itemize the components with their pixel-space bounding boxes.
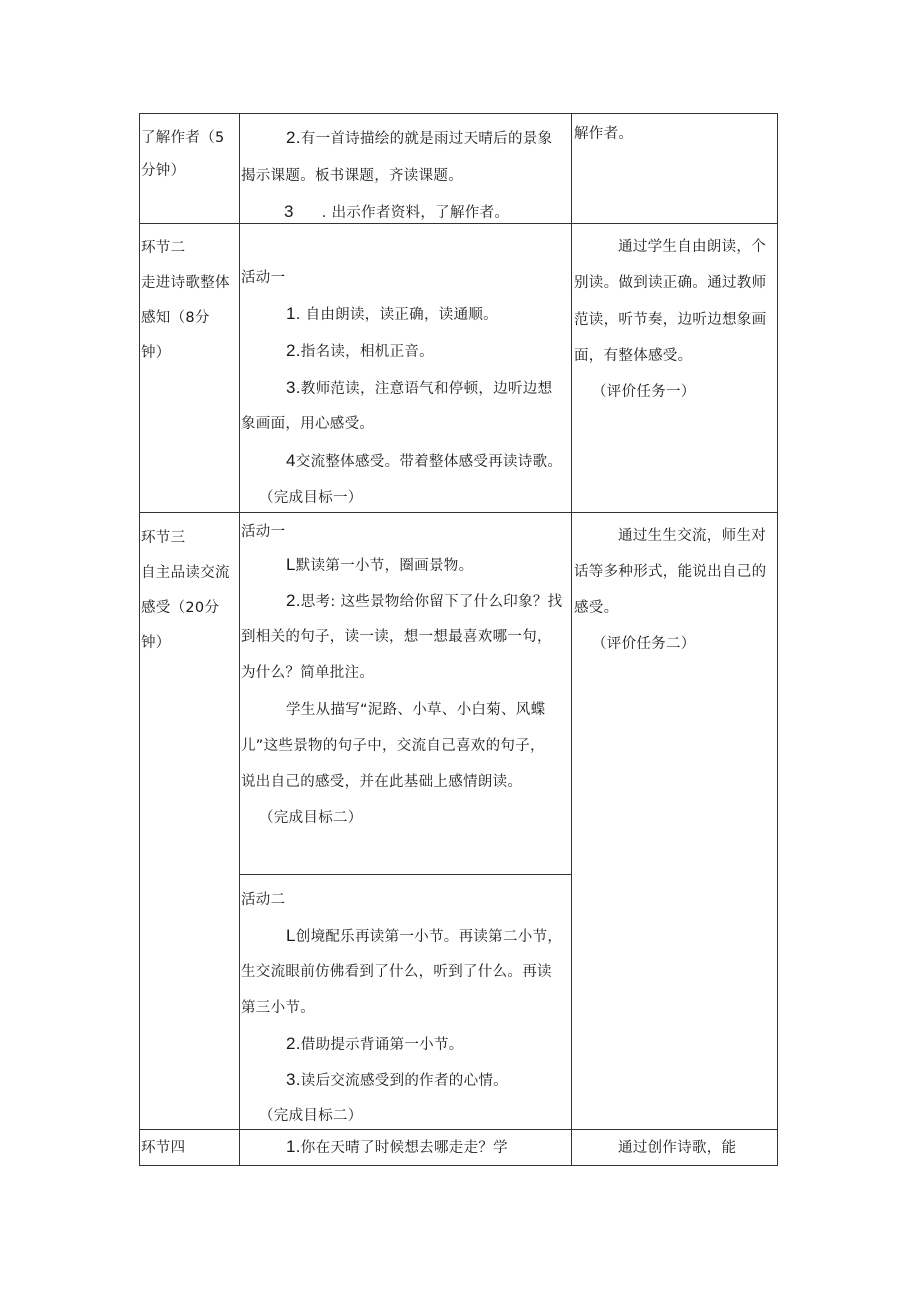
activity-item: 象画面，用心感受。	[241, 416, 375, 432]
evaluation-text: 面，有整体感受。	[574, 348, 693, 364]
activity-item: 1. 自由朗读，读正确，读通顺。	[286, 304, 498, 323]
evaluation-text: 别读。做到读正确。通过教师	[574, 275, 767, 291]
activity-item: 3 . 出示作者资料，了解作者。	[284, 202, 510, 221]
row-divider	[139, 1129, 778, 1130]
activity-divider	[239, 874, 572, 875]
activity-heading: 活动一	[241, 270, 286, 286]
evaluation-text: 通过生生交流，师生对	[618, 528, 766, 544]
section-label: 环节三	[141, 530, 186, 546]
evaluation-text: 感受。	[574, 600, 619, 616]
column-divider	[571, 113, 572, 1166]
activity-heading: 活动一	[241, 524, 286, 540]
section-label: 环节二	[141, 240, 186, 256]
section-label: 感知（8分	[141, 310, 210, 326]
activity-item: 2.思考: 这些景物给你留下了什么印象？找	[286, 591, 563, 610]
activity-item: 4交流整体感受。带着整体感受再读诗歌。	[286, 451, 563, 470]
evaluation-text: 通过学生自由朗读，个	[618, 239, 766, 255]
activity-item: 说出自己的感受，并在此基础上感情朗读。	[241, 774, 523, 790]
goal-note: （完成目标二）	[259, 1108, 363, 1124]
activity-item: L默读第一小节，圈画景物。	[286, 555, 474, 574]
activity-item: 儿”这些景物的句子中，交流自己喜欢的句子，	[241, 738, 545, 754]
table-border-left	[139, 113, 140, 1166]
row-divider	[139, 223, 778, 224]
goal-note: （完成目标二）	[259, 810, 363, 826]
column-divider	[239, 113, 240, 1166]
section-label: 走进诗歌整体	[141, 275, 230, 291]
activity-item: 2.借助提示背诵第一小节。	[286, 1034, 464, 1053]
evaluation-text: 范读，听节奏，边听边想象画	[574, 312, 767, 328]
activity-item: L创境配乐再读第一小节。再读第二小节，	[286, 926, 563, 945]
evaluation-text: 话等多种形式，能说出自己的	[574, 564, 767, 580]
evaluation-task: （评价任务二）	[592, 636, 696, 652]
section-label: 感受（20分	[141, 600, 220, 616]
table-border-right	[777, 113, 778, 1166]
activity-item: 生交流眼前仿佛看到了什么，听到了什么。再读	[241, 964, 552, 980]
activity-item: 为什么？简单批注。	[241, 665, 375, 681]
section-label: 钟）	[141, 635, 171, 651]
evaluation-text: 解作者。	[574, 126, 634, 142]
activity-item: 学生从描写“泥路、小草、小白菊、风蝶	[286, 702, 546, 718]
activity-item: 到相关的句子，读一读，想一想最喜欢哪一句，	[241, 629, 552, 645]
evaluation-task: （评价任务一）	[592, 384, 696, 400]
goal-note: （完成目标一）	[259, 490, 363, 506]
activity-item: 第三小节。	[241, 1000, 315, 1016]
activity-heading: 活动二	[241, 892, 286, 908]
activity-item: 揭示课题。板书课题，齐读课题。	[241, 168, 463, 184]
evaluation-text: 通过创作诗歌，能	[618, 1140, 737, 1156]
activity-item: 2.有一首诗描绘的就是雨过天晴后的景象	[286, 128, 553, 147]
activity-item: 3.读后交流感受到的作者的心情。	[286, 1070, 508, 1089]
activity-item: 3.教师范读，注意语气和停顿，边听边想	[286, 378, 553, 397]
section-label: 环节四	[141, 1140, 186, 1156]
activity-item: 1.你在天晴了时候想去哪走走？学	[286, 1137, 508, 1156]
section-label: 分钟）	[141, 163, 186, 179]
table-border-bottom	[139, 1165, 778, 1166]
activity-item: 2.指名读，相机正音。	[286, 341, 434, 360]
section-label: 了解作者（5	[141, 130, 225, 146]
row-divider	[139, 512, 778, 513]
section-label: 自主品读交流	[141, 565, 230, 581]
table-border-top	[139, 113, 778, 114]
section-label: 钟）	[141, 345, 171, 361]
